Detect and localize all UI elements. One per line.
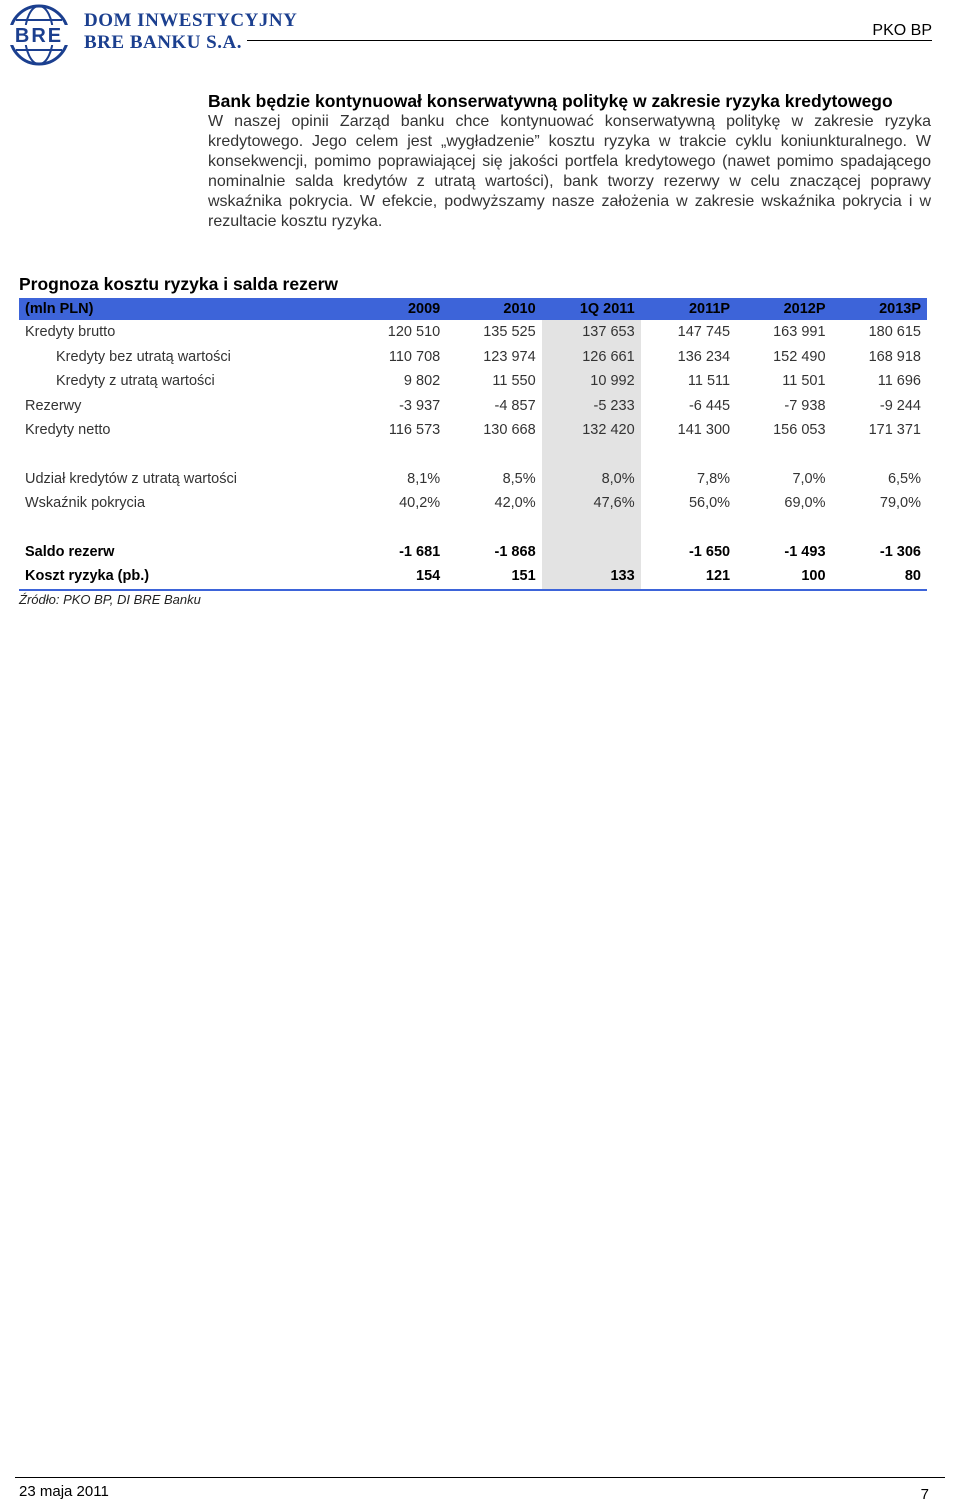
cell: 180 615 xyxy=(868,324,921,341)
table-row xyxy=(19,564,927,590)
cell: 116 573 xyxy=(388,422,441,439)
table-row xyxy=(19,467,927,492)
footer-divider xyxy=(15,1477,945,1478)
cell: 168 918 xyxy=(868,348,921,365)
cell: 79,0% xyxy=(879,495,921,512)
header-cell-2010: 2010 xyxy=(503,301,536,317)
cell: 47,6% xyxy=(542,491,641,516)
cell: 9 802 xyxy=(403,373,441,390)
cell: -7 938 xyxy=(784,397,826,414)
spacer-row xyxy=(19,516,927,540)
cell: -6 445 xyxy=(688,397,731,414)
cell: 10 992 xyxy=(542,369,641,394)
table-title: Prognoza kosztu ryzyka i salda rezerw xyxy=(19,274,339,294)
cell: -5 233 xyxy=(542,394,641,419)
cell: 100 xyxy=(736,564,831,590)
table-header-row xyxy=(19,298,927,320)
cell: 8,1% xyxy=(407,470,441,487)
cell: 11 550 xyxy=(492,373,536,390)
cell: 121 xyxy=(641,564,736,590)
article-section xyxy=(208,90,931,232)
row-label: Saldo rezerw xyxy=(25,543,115,560)
cell: 135 525 xyxy=(483,324,536,341)
spacer-row xyxy=(19,443,927,467)
cell: 147 745 xyxy=(677,324,731,341)
header-divider xyxy=(247,40,932,41)
cell: 8,0% xyxy=(542,467,641,492)
cell: 7,0% xyxy=(792,470,826,487)
row-label: Kredyty brutto xyxy=(25,324,116,341)
row-label: Kredyty bez utratą wartości xyxy=(56,348,231,365)
cell: 7,8% xyxy=(697,470,731,487)
cell: 163 991 xyxy=(773,324,826,341)
risk-cost-table xyxy=(19,298,927,591)
cell: 11 511 xyxy=(687,373,731,390)
cell: 80 xyxy=(832,564,927,590)
cell: 110 708 xyxy=(388,348,441,365)
table-row xyxy=(19,320,927,345)
row-label: Rezerwy xyxy=(25,397,82,414)
cell: -1 650 xyxy=(688,543,731,560)
cell: 132 420 xyxy=(542,418,641,443)
cell: 11 696 xyxy=(877,373,921,390)
cell: 156 053 xyxy=(773,422,826,439)
header-cell-unit: (mln PLN) xyxy=(25,301,94,317)
cell: -1 681 xyxy=(399,543,441,560)
cell: 123 974 xyxy=(483,348,536,365)
header-cell-2013p: 2013P xyxy=(879,301,921,317)
brand-line-1: DOM INWESTYCYJNY xyxy=(84,10,298,31)
cell: -4 857 xyxy=(494,397,536,414)
table-row xyxy=(19,491,927,516)
article-body: W naszej opinii Zarząd banku chce kontynuować konserwatywną politykę w zakresie ryzyka kredytowego. Jego celem jest „wygładzenie” kosztu ryzyka w trakcie cyklu koniunkturalnego. W konsekwencji, pomimo poprawiającej się jakości portfela kredytowego (nawet pomimo spadającego nominalnie salda kredytów z utratą wartości), bank tworzy rezerwy w celu znaczącej poprawy wskaźnika pokrycia. W efekcie, podwyższamy nasze założenia w zakresie wskaźnika pokrycia i w rezultacie kosztu ryzyka. xyxy=(208,113,931,230)
cell: -9 244 xyxy=(879,397,921,414)
table-row xyxy=(19,394,927,419)
cell: 141 300 xyxy=(677,422,731,439)
cell: -1 868 xyxy=(494,543,536,560)
cell: 8,5% xyxy=(502,470,536,487)
cell: -1 306 xyxy=(879,543,921,560)
cell: 136 234 xyxy=(677,348,731,365)
cell: 40,2% xyxy=(399,495,441,512)
cell: 120 510 xyxy=(387,324,441,341)
row-label: Wskaźnik pokrycia xyxy=(25,495,146,512)
cell: 11 501 xyxy=(782,373,826,390)
header-cell-2012p: 2012P xyxy=(783,301,826,317)
table-row xyxy=(19,418,927,443)
cell: 56,0% xyxy=(688,495,731,512)
row-label: Udział kredytów z utratą wartości xyxy=(25,470,237,487)
cell: -1 493 xyxy=(784,543,826,560)
cell: 137 653 xyxy=(542,320,641,345)
bre-logo-icon xyxy=(2,4,76,66)
logo-text: BRE xyxy=(14,25,64,47)
page-number: 7 xyxy=(920,1486,929,1503)
table-source: Źródło: PKO BP, DI BRE Banku xyxy=(19,592,201,607)
row-label: Kredyty netto xyxy=(25,422,111,439)
row-label: Kredyty z utratą wartości xyxy=(56,373,215,390)
table-row xyxy=(19,369,927,394)
cell: 69,0% xyxy=(784,495,826,512)
header-cell-1q2011: 1Q 2011 xyxy=(579,301,635,317)
brand-line-2: BRE BANKU S.A. xyxy=(84,32,242,53)
cell: -3 937 xyxy=(399,397,441,414)
header-cell-2011p: 2011P xyxy=(688,301,731,317)
cell: 151 xyxy=(446,564,541,590)
footer-date: 23 maja 2011 xyxy=(19,1483,109,1500)
cell: 154 xyxy=(351,564,446,590)
article-heading: Bank będzie kontynuował konserwatywną politykę w zakresie ryzyka kredytowego xyxy=(208,91,893,111)
cell: 152 490 xyxy=(773,348,826,365)
row-label: Koszt ryzyka (pb.) xyxy=(19,564,351,590)
cell xyxy=(542,540,641,565)
header-cell-2009: 2009 xyxy=(407,301,441,317)
cell: 133 xyxy=(542,564,641,590)
table-row xyxy=(19,345,927,370)
cell: 6,5% xyxy=(887,470,921,487)
company-name: PKO BP xyxy=(872,22,932,39)
brand-name xyxy=(84,10,297,54)
table-row xyxy=(19,540,927,565)
cell: 171 371 xyxy=(868,422,921,439)
cell: 130 668 xyxy=(483,422,536,439)
cell: 126 661 xyxy=(542,345,641,370)
cell: 42,0% xyxy=(494,495,536,512)
